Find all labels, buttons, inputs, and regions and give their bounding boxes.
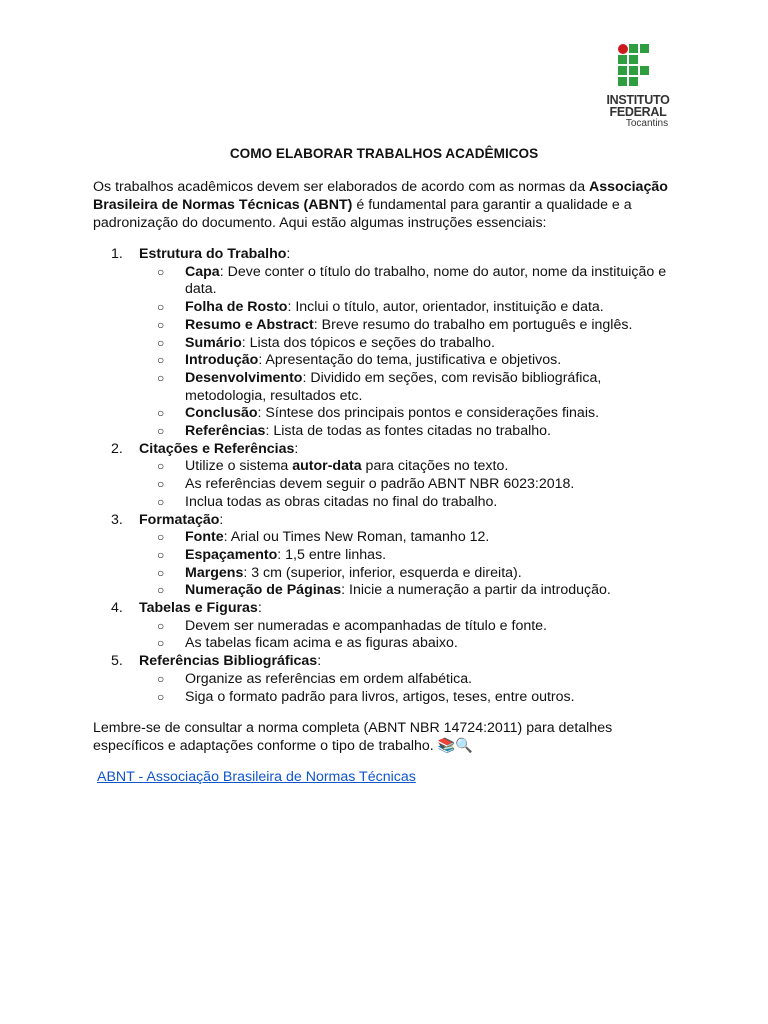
item-description: : 1,5 entre linhas. <box>277 546 387 563</box>
bullet-icon: ○ <box>157 618 165 633</box>
item-number: 2. <box>111 440 123 457</box>
intro-text-bold: Associação Brasileira de Normas Técnicas (ABNT) <box>93 179 668 213</box>
item-term: Folha de Rosto <box>185 299 288 316</box>
bullet-item <box>93 529 683 547</box>
item-term: Introdução <box>185 352 259 369</box>
item-text: Devem ser numeradas e acompanhadas de título e fonte. <box>185 617 547 634</box>
item-description: : Apresentação do tema, justificativa e objetivos. <box>258 352 562 369</box>
bullet-item <box>93 299 683 317</box>
logo-line-3: Tocantins <box>625 118 669 129</box>
abnt-link[interactable]: ABNT - Associação Brasileira de Normas Técnicas <box>97 769 416 785</box>
bullet-item <box>93 317 683 335</box>
bullet-icon: ○ <box>157 547 165 562</box>
bullet-icon: ○ <box>157 530 165 545</box>
bullet-icon: ○ <box>157 406 165 421</box>
item-number: 1. <box>111 246 123 262</box>
ordered-item <box>93 600 683 618</box>
item-description: : Lista dos tópicos e seções do trabalho. <box>241 334 495 351</box>
item-term: Numeração de Páginas <box>185 582 342 599</box>
bullet-icon: ○ <box>157 671 165 686</box>
bullet-icon: ○ <box>157 477 165 492</box>
item-term: Resumo e Abstract <box>185 316 314 333</box>
item-description: : Arial ou Times New Roman, tamanho 12. <box>223 529 490 546</box>
bullet-icon: ○ <box>157 424 165 439</box>
item-number: 3. <box>111 511 123 528</box>
item-term: autor-data <box>292 458 362 475</box>
section-suffix: : <box>294 440 299 457</box>
logo-line-2: FEDERAL <box>609 105 667 119</box>
section-title: Referências Bibliográficas <box>139 653 318 670</box>
logo-mark <box>618 44 658 92</box>
item-number: 4. <box>111 600 123 617</box>
bullet-icon: ○ <box>157 689 165 704</box>
item-text: Siga o formato padrão para livros, artigos, teses, entre outros. <box>185 688 575 705</box>
item-term: Capa <box>185 263 220 280</box>
institution-logo <box>598 44 678 129</box>
bullet-icon: ○ <box>157 300 165 315</box>
bullet-item <box>93 582 683 600</box>
section-suffix: : <box>219 511 224 528</box>
bullet-item <box>93 264 683 299</box>
section-title: Estrutura do Trabalho <box>139 246 287 262</box>
instructions-list <box>93 246 683 706</box>
ordered-item <box>93 246 683 264</box>
bullet-icon: ○ <box>157 565 165 580</box>
bullet-icon: ○ <box>157 335 165 350</box>
section-suffix: : <box>317 653 322 670</box>
bullet-icon: ○ <box>157 494 165 509</box>
bullet-item <box>93 689 683 707</box>
bullet-icon: ○ <box>157 583 165 598</box>
bullet-item <box>93 335 683 353</box>
intro-text-after: é fundamental para garantir a qualidade e a padronização do documento. Aqui estão algumas instruções essenciais: <box>93 197 632 231</box>
intro-text-before: Os trabalhos acadêmicos devem ser elaborados de acordo com as normas da <box>93 179 590 195</box>
section-title: Formatação <box>139 511 220 528</box>
intro-paragraph <box>93 178 683 232</box>
section-title: Tabelas e Figuras <box>139 600 258 617</box>
item-description: : Lista de todas as fontes citadas no trabalho. <box>265 423 551 440</box>
item-text: Organize as referências em ordem alfabética. <box>185 670 473 687</box>
item-description: : 3 cm (superior, inferior, esquerda e direita). <box>243 564 522 581</box>
item-term: Margens <box>185 564 244 581</box>
item-text: Utilize o sistema <box>185 458 293 475</box>
item-term: Conclusão <box>185 405 258 422</box>
section-suffix: : <box>286 246 291 262</box>
bullet-item <box>93 565 683 583</box>
item-description: : Dividido em seções, com revisão bibliográfica, metodologia, resultados etc. <box>185 369 602 404</box>
bullet-icon: ○ <box>157 353 165 368</box>
bullet-item <box>93 476 683 494</box>
bullet-item <box>93 458 683 476</box>
item-description: : Síntese dos principais pontos e considerações finais. <box>257 405 600 422</box>
bullet-icon: ○ <box>157 264 165 279</box>
section-title: Citações e Referências <box>139 440 295 457</box>
item-text: As referências devem seguir o padrão ABNT NBR 6023:2018. <box>185 476 575 493</box>
bullet-item <box>93 671 683 689</box>
bullet-item <box>93 618 683 636</box>
item-term: Fonte <box>185 529 224 546</box>
bullet-item <box>93 423 683 441</box>
item-description: : Deve conter o título do trabalho, nome do autor, nome da instituição e data. <box>185 263 667 298</box>
bullet-item <box>93 370 683 405</box>
bullet-icon: ○ <box>157 459 165 474</box>
document-title: COMO ELABORAR TRABALHOS ACADÊMICOS <box>229 146 539 161</box>
item-description: : Inclui o título, autor, orientador, instituição e data. <box>287 299 604 316</box>
logo-line-1: INSTITUTO <box>606 93 670 107</box>
bullet-item <box>93 494 683 512</box>
ordered-item <box>93 512 683 530</box>
item-description: para citações no texto. <box>361 458 509 475</box>
closing-paragraph: Lembre-se de consultar a norma completa (ABNT NBR 14724:2011) para detalhes específicos e adaptações conforme o tipo de trabalho. 📚🔍 <box>93 720 613 754</box>
item-term: Sumário <box>185 334 242 351</box>
item-text: As tabelas ficam acima e as figuras abaixo. <box>185 635 458 652</box>
bullet-item <box>93 352 683 370</box>
section-suffix: : <box>257 600 262 617</box>
bullet-icon: ○ <box>157 636 165 651</box>
ordered-item <box>93 441 683 459</box>
bullet-icon: ○ <box>157 317 165 332</box>
item-term: Espaçamento <box>185 546 278 563</box>
item-number: 5. <box>111 653 123 670</box>
item-term: Desenvolvimento <box>185 369 303 386</box>
ordered-item <box>93 653 683 671</box>
item-description: : Breve resumo do trabalho em português e inglês. <box>313 316 633 333</box>
bullet-item <box>93 405 683 423</box>
item-term: Referências <box>185 423 266 440</box>
bullet-item <box>93 547 683 565</box>
item-text: Inclua todas as obras citadas no final do trabalho. <box>185 493 498 510</box>
bullet-icon: ○ <box>157 370 165 385</box>
bullet-item <box>93 635 683 653</box>
item-description: : Inicie a numeração a partir da introdução. <box>341 582 611 599</box>
